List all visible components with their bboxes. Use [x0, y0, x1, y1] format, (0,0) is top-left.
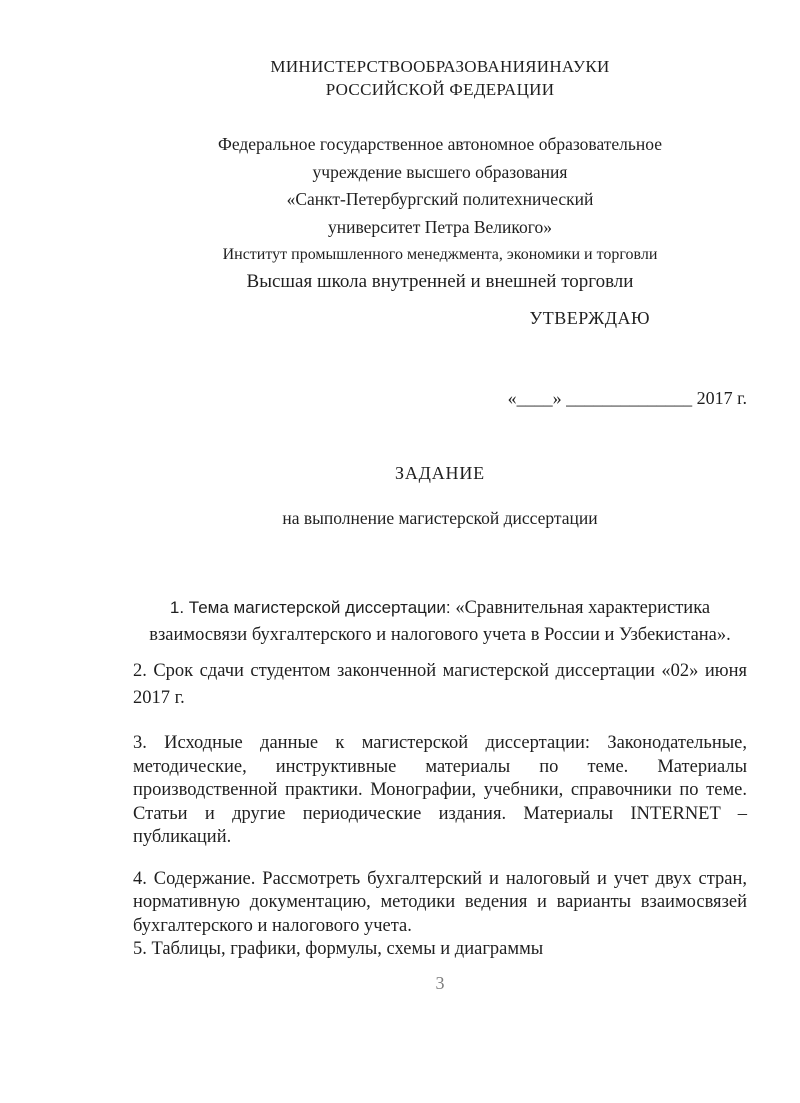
approval-label: УТВЕРЖДАЮ [529, 308, 650, 328]
item-deadline: 2. Срок сдачи студентом законченной магистерской диссертации «02» июня 2017 г. [133, 661, 747, 708]
approval-date-line: «____» ______________ 2017 г. [507, 388, 747, 408]
item-tables-charts: 5. Таблицы, графики, формулы, схемы и диаграммы [133, 939, 544, 959]
document-title: ЗАДАНИЕ [395, 463, 485, 483]
institution-line-3: «Санкт-Петербургский политехнический [286, 189, 594, 209]
institution-line-1: Федеральное государственное автономное образовательное [218, 134, 662, 154]
school-name: Высшая школа внутренней и внешней торговли [246, 271, 634, 292]
page-number: 3 [435, 972, 445, 993]
institute-name: Институт промышленного менеджмента, экономики и торговли [222, 246, 658, 263]
ministry-country-line: РОССИЙСКОЙ ФЕДЕРАЦИИ [325, 80, 555, 99]
document-subtitle: на выполнение магистерской диссертации [282, 508, 598, 528]
institution-line-4: университет Петра Великого» [327, 216, 553, 237]
item-thesis-topic-text: «Сравнительная характеристика взаимосвязи бухгалтерского и налогового учета в России и Узбекистана». [149, 598, 731, 645]
item-contents: 4. Содержание. Рассмотреть бухгалтерский и налоговый и учет двух стран, нормативную документацию, методики ведения и варианты взаимосвязей бухгалтерского и налогового учета. [133, 868, 747, 936]
institution-header [133, 131, 747, 295]
item-thesis-topic-lead: 1. Тема магистерской диссертации: [169, 598, 456, 617]
ministry-name-line: МИНИСТЕРСТВООБРАЗОВАНИЯИНАУКИ [270, 57, 610, 76]
item-source-data: 3. Исходные данные к магистерской диссертации: Законодательные, методические, инструктивные материалы по теме. Материалы производственной практики. Монографии, учебники, справочники по теме. Статьи и другие периодические издания. Материалы INTERNET – публикаций. [133, 733, 747, 847]
institution-line-2: учреждение высшего образования [312, 161, 568, 182]
item-thesis-topic [133, 594, 747, 649]
ministry-header [133, 55, 747, 101]
